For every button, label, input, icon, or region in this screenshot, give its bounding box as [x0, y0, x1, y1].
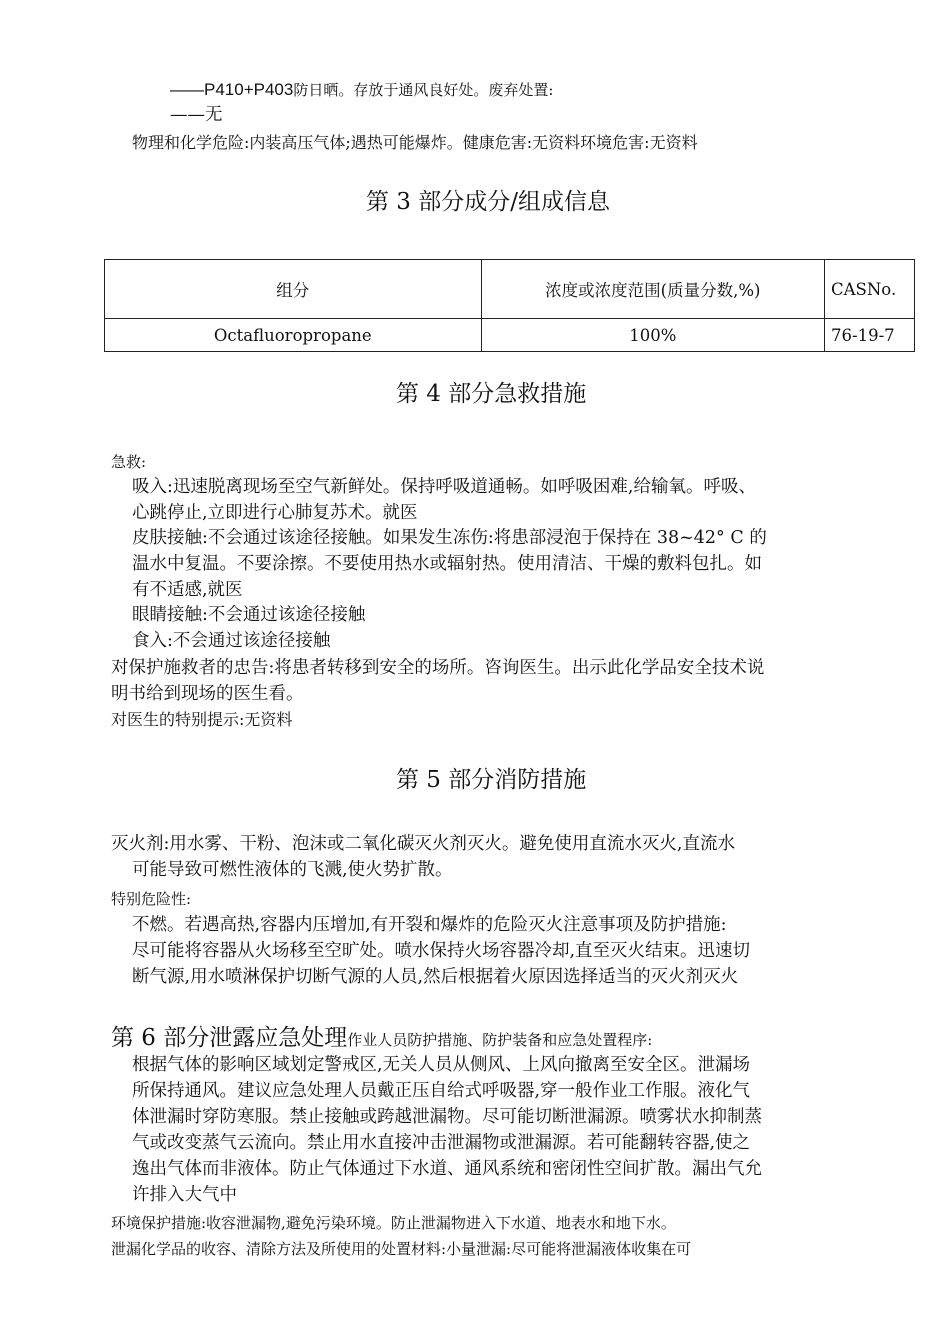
cell-concentration: 100%	[481, 319, 824, 352]
table-header-row	[105, 260, 915, 319]
text-line: 皮肤接触:不会通过该途径接触。如果发生冻伤:将患部浸泡于保持在 38~42° C 的	[132, 528, 767, 548]
hazards-line: 物理和化学危险:内装高压气体;遇热可能爆炸。健康危害:无资料环境危害:无资料	[132, 133, 698, 152]
text-line: 灭火剂:用水雾、干粉、泡沫或二氧化碳灭火剂灭火。避免使用直流水灭火,直流水	[111, 834, 735, 854]
text-line: 根据气体的影响区域划定警戒区,无关人员从侧风、上风向撤离至安全区。泄漏场	[132, 1055, 751, 1075]
text-line: 断气源,用水喷淋保护切断气源的人员,然后根据着火原因选择适当的灭火剂灭火	[132, 967, 739, 987]
text-line: 心跳停止,立即进行心肺复苏术。就医	[132, 503, 418, 523]
section4-title: 第 4 部分急救措施	[396, 381, 587, 407]
text-line: 环境保护措施:收容泄漏物,避免污染环境。防止泄漏物进入下水道、地表水和地下水。	[111, 1214, 676, 1232]
p410-text: 防日晒。存放于通风良好处。废弃处置:	[293, 81, 554, 99]
text-line: 特别危险性:	[111, 890, 192, 908]
section6-heading-line	[111, 1025, 652, 1053]
p410-line	[170, 80, 553, 100]
header-concentration: 浓度或浓度范围(质量分数,%)	[481, 260, 824, 319]
composition-table	[104, 259, 915, 352]
disposal-line: ——无	[170, 105, 223, 125]
header-cas: CASNo.	[825, 260, 915, 319]
section5-title: 第 5 部分消防措施	[396, 767, 587, 793]
text-line: 逸出气体而非液体。防止气体通过下水道、通风系统和密闭性空间扩散。漏出气允	[132, 1159, 762, 1179]
section6-subtitle: 作业人员防护措施、防护装备和应急处置程序:	[347, 1031, 653, 1049]
text-line: 眼睛接触:不会通过该途径接触	[132, 605, 366, 625]
text-line: 明书给到现场的医生看。	[111, 684, 304, 704]
p410-code: ——P410+P403	[170, 80, 294, 99]
text-line: 所保持通风。建议应急处理人员戴正压自给式呼吸器,穿一般作业工作服。液化气	[132, 1081, 751, 1101]
cell-cas: 76-19-7	[825, 319, 915, 352]
cell-component: Octafluoropropane	[105, 319, 482, 352]
text-line: 吸入:迅速脱离现场至空气新鲜处。保持呼吸道通畅。如呼吸困难,给输氧。呼吸、	[132, 477, 756, 497]
text-line: 许排入大气中	[132, 1185, 237, 1205]
text-line: 温水中复温。不要涂擦。不要使用热水或辐射热。使用清洁、干燥的敷料包扎。如	[132, 554, 762, 574]
text-line: 对保护施救者的忠告:将患者转移到安全的场所。咨询医生。出示此化学品安全技术说	[111, 658, 765, 678]
section3-title: 第 3 部分成分/组成信息	[366, 189, 611, 215]
text-line: 可能导致可燃性液体的飞溅,使火势扩散。	[132, 860, 453, 880]
first-aid-label: 急救:	[111, 453, 147, 471]
text-line: 气或改变蒸气云流向。禁止用水直接冲击泄漏物或泄漏源。若可能翻转容器,使之	[132, 1133, 751, 1153]
text-line: 泄漏化学品的收容、清除方法及所使用的处置材料:小量泄漏:尽可能将泄漏液体收集在可	[111, 1240, 692, 1258]
section6-title: 第 6 部分泄露应急处理	[111, 1025, 348, 1051]
header-component: 组分	[105, 260, 482, 319]
text-line: 有不适感,就医	[132, 580, 243, 600]
text-line: 不燃。若遇高热,容器内压增加,有开裂和爆炸的危险灭火注意事项及防护措施:	[132, 915, 727, 935]
text-line: 体泄漏时穿防寒服。禁止接触或跨越泄漏物。尽可能切断泄漏源。喷雾状水抑制蒸	[132, 1107, 762, 1127]
text-line: 对医生的特别提示:无资料	[111, 710, 293, 729]
text-line: 食入:不会通过该途径接触	[132, 631, 331, 651]
text-line: 尽可能将容器从火场移至空旷处。喷水保持火场容器冷却,直至灭火结束。迅速切	[132, 941, 751, 961]
table-row	[105, 319, 915, 352]
